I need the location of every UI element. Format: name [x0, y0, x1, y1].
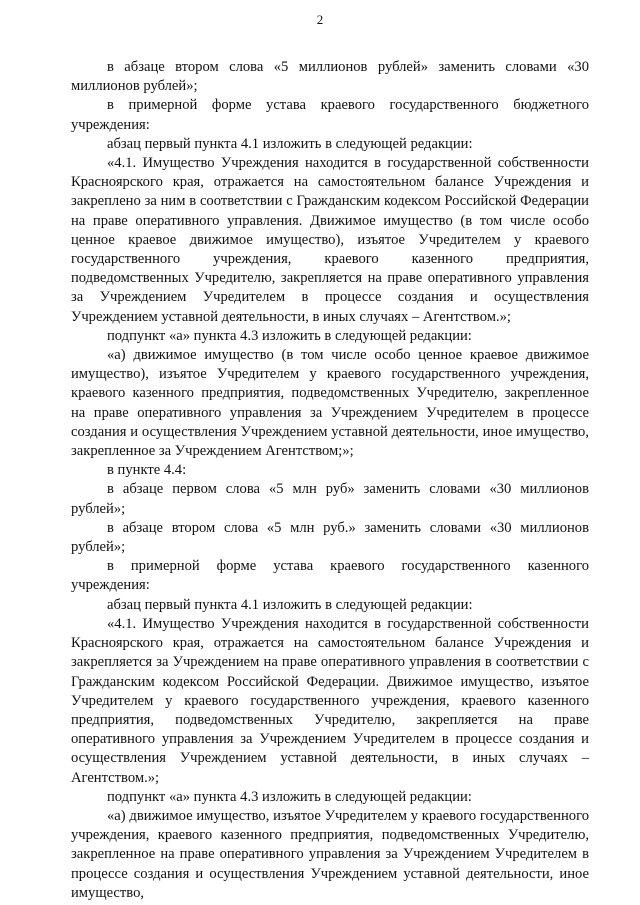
paragraph: в пункте 4.4: — [107, 462, 187, 479]
paragraph: «4.1. Имущество Учреждения находится в государственной собственности Красноярского края, отражается на самостоятельном балансе Учреждения и закреплено за ним в соответствии с Гражданским кодексом Российской Федерации на праве оперативного управления. Движимое имущество (в том числе особо ценное краевое движимое имущество), изъятое Учредителем у краевого государственного учреждения, краевого казенного предприятия, подведомственных Учредителю, закрепляется на праве оперативного управления за Учреждением Учредителем в процессе создания и осуществления Учреждением уставной деятельности, в иных случаях – Агентством.»; — [71, 155, 589, 325]
paragraph: «4.1. Имущество Учреждения находится в государственной собственности Красноярского края, отражается на самостоятельном балансе Учреждения и закрепляется за Учреждением на праве оперативного управления в соответствии с Гражданским кодексом Российской Федерации. Движимое имущество, изъятое Учредителем у краевого государственного учреждения, краевого казенного предприятия, подведомственных Учредителю, закрепляется на праве оперативного управления за Учреждением Учредителем в процессе создания и осуществления Учреждением уставной деятельности, в иных случаях – Агентством.»; — [71, 615, 589, 786]
paragraph: абзац первый пункта 4.1 изложить в следующей редакции: — [107, 135, 473, 152]
paragraph: подпункт «а» пункта 4.3 изложить в следующей редакции: — [107, 788, 472, 805]
paragraph: подпункт «а» пункта 4.3 изложить в следующей редакции: — [107, 327, 472, 344]
page-number: 2 — [316, 12, 324, 27]
paragraph: в абзаце втором слова «5 миллионов рублей» заменить словами «30 миллионов рублей»; — [71, 59, 589, 95]
document-body — [71, 58, 589, 903]
paragraph: в примерной форме устава краевого государственного бюджетного учреждения: — [71, 97, 589, 133]
paragraph: абзац первый пункта 4.1 изложить в следующей редакции: — [107, 596, 473, 613]
paragraph: в абзаце первом слова «5 млн руб» заменить словами «30 миллионов рублей»; — [71, 481, 589, 517]
paragraph: «а) движимое имущество, изъятое Учредителем у краевого государственного учреждения, краевого казенного предприятия, подведомственных Учредителю, закрепленное на праве оперативного управления за Учреждением Учредителем в процессе создания и осуществления Учреждением уставной деятельности, иное имущество, — [71, 807, 589, 901]
paragraph: в примерной форме устава краевого государственного казенного учреждения: — [71, 558, 589, 594]
paragraph: «а) движимое имущество (в том числе особо ценное краевое движимое имущество), изъятое Учредителем у краевого государственного учреждения, краевого казенного предприятия, подведомственных Учредителю, закрепленное на праве оперативного управления за Учреждением Учредителем в процессе создания и осуществления Учреждением уставной деятельности, иное имущество, закрепленное за Учреждением Агентством;»; — [71, 347, 589, 460]
paragraph: в абзаце втором слова «5 млн руб.» заменить словами «30 миллионов рублей»; — [71, 519, 589, 556]
